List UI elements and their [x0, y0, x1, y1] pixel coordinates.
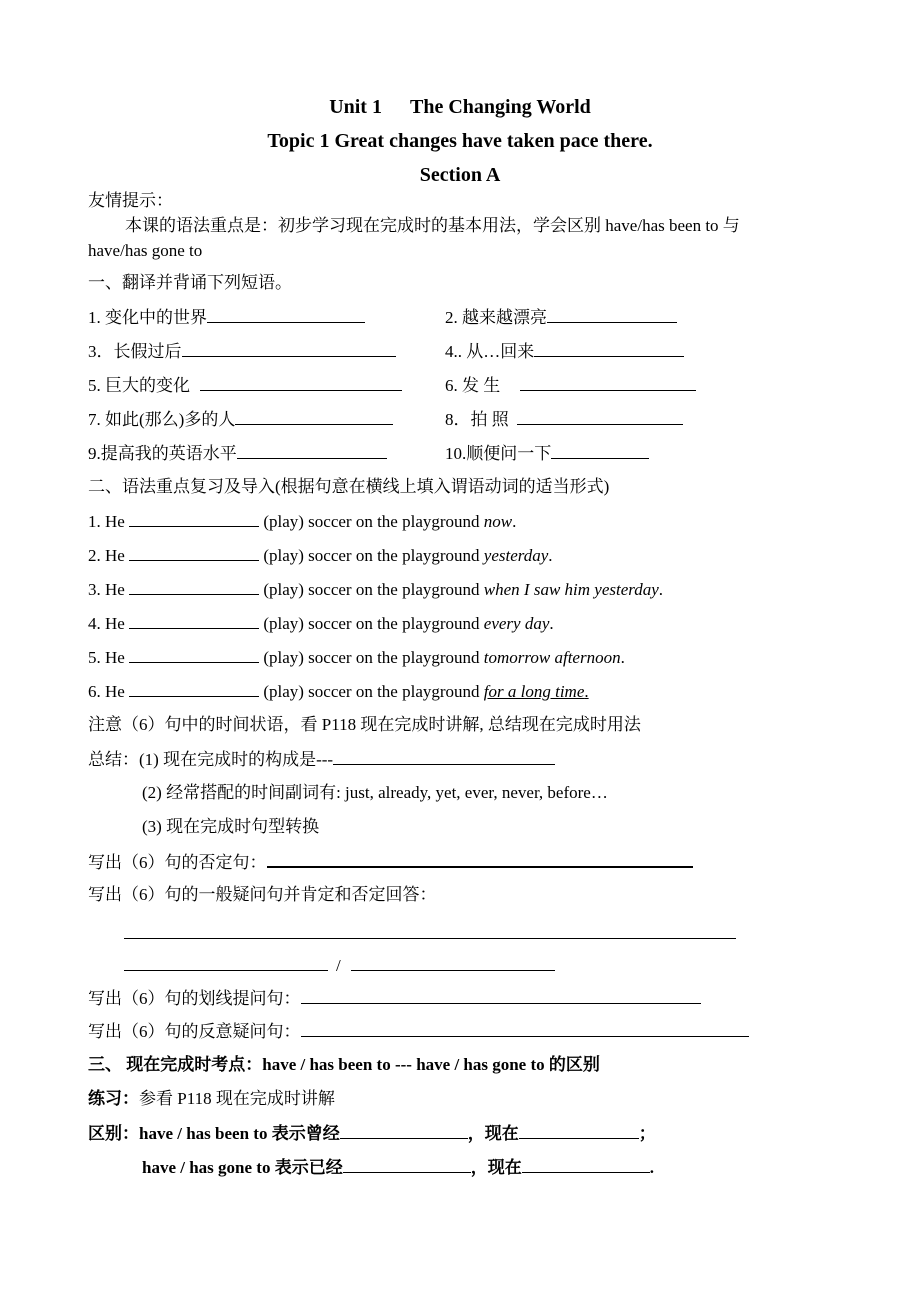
grammar-item: 3. He (play) soccer on the playground when I saw him yesterday. [88, 580, 664, 599]
underlined-question: 写出（6）句的划线提问句： [88, 987, 701, 1010]
difference-line-2: have / has gone to 表示已经 ，现在 . [142, 1158, 654, 1177]
difference-line-1: 区别：have / has been to 表示曾经 ，现在 ； [88, 1124, 656, 1143]
grammar-item: 5. He (play) soccer on the playground tomorrow afternoon. [88, 648, 625, 667]
answer-blank[interactable] [267, 850, 693, 868]
answer-blank[interactable] [343, 1156, 471, 1173]
answer-blank[interactable] [129, 578, 259, 595]
answer-blank[interactable] [129, 612, 259, 629]
answer-blank[interactable] [129, 510, 259, 527]
answer-blank[interactable] [207, 306, 365, 323]
tip-text-line1: 本课的语法重点是：初步学习现在完成时的基本用法，学会区别 have/has been to 与 [125, 216, 740, 235]
answer-blank[interactable] [182, 340, 396, 357]
answer-blank[interactable] [522, 1156, 650, 1173]
answer-blank[interactable] [235, 408, 393, 425]
tag-question: 写出（6）句的反意疑问句： [88, 1020, 749, 1043]
phrase-item: 5. 巨大的变化 [88, 374, 402, 397]
answer-blank[interactable] [129, 544, 259, 561]
phrase-item: 4.. 从…回来 [445, 340, 684, 363]
question-answer-line [124, 922, 736, 945]
grammar-item: 6. He (play) soccer on the playground for a long time. [88, 682, 589, 701]
section-title: Section A [419, 164, 501, 186]
answer-blank[interactable] [551, 442, 649, 459]
summary-2: (2) 经常搭配的时间副词有: just, already, yet, ever, never, before… [142, 783, 608, 802]
answer-blank[interactable] [301, 1020, 749, 1037]
phrase-item: 6. 发 生 [445, 374, 696, 397]
general-question: 写出（6）句的一般疑问句并肯定和否定回答： [88, 885, 437, 904]
answer-blank[interactable] [340, 1122, 468, 1139]
part2-heading: 二、语法重点复习及导入(根据句意在横线上填入谓语动词的适当形式) [88, 477, 610, 496]
answer-line: / [124, 954, 555, 977]
answer-blank[interactable] [200, 374, 402, 391]
phrase-item: 3．长假过后 [88, 340, 396, 363]
phrase-item: 8．拍 照 [445, 408, 683, 431]
answer-blank[interactable] [351, 954, 555, 971]
practice-line: 练习：参看 P118 现在完成时讲解 [88, 1089, 335, 1108]
part3-heading: 三、 现在完成时考点：have / has been to --- have / has gone to 的区别 [88, 1055, 600, 1074]
grammar-item: 4. He (play) soccer on the playground every day. [88, 614, 554, 633]
grammar-item: 2. He (play) soccer on the playground yesterday. [88, 546, 553, 565]
answer-blank[interactable] [124, 954, 328, 971]
answer-blank[interactable] [520, 374, 696, 391]
unit-heading [0, 96, 920, 118]
phrase-item: 1. 变化中的世界 [88, 306, 365, 329]
answer-blank[interactable] [124, 922, 736, 939]
answer-blank[interactable] [301, 987, 701, 1004]
negative-sentence: 写出（6）句的否定句： [88, 850, 693, 874]
answer-blank[interactable] [129, 680, 259, 697]
summary-1: 总结：(1) 现在完成时的构成是--- [88, 748, 555, 771]
part1-heading: 一、翻译并背诵下列短语。 [88, 273, 292, 292]
unit-number: Unit 1 [329, 96, 382, 118]
phrase-item: 2. 越来越漂亮 [445, 306, 677, 329]
phrase-item: 10.顺便问一下 [445, 442, 649, 465]
grammar-item: 1. He (play) soccer on the playground now. [88, 512, 517, 531]
answer-blank[interactable] [547, 306, 677, 323]
summary-3: (3) 现在完成时句型转换 [142, 817, 320, 836]
answer-blank[interactable] [129, 646, 259, 663]
answer-blank[interactable] [237, 442, 387, 459]
answer-blank[interactable] [333, 748, 555, 765]
tip-text-line2: have/has gone to [88, 241, 203, 260]
tip-label: 友情提示： [88, 191, 173, 210]
answer-blank[interactable] [517, 408, 683, 425]
note: 注意（6）句中的时间状语，看 P118 现在完成时讲解, 总结现在完成时用法 [88, 715, 641, 734]
answer-blank[interactable] [534, 340, 684, 357]
phrase-item: 9.提高我的英语水平 [88, 442, 387, 465]
answer-blank[interactable] [519, 1122, 639, 1139]
time-phrase: for a long time [483, 682, 585, 701]
phrase-item: 7. 如此(那么)多的人 [88, 408, 393, 431]
unit-title: The Changing World [409, 96, 591, 118]
topic-title: Topic 1 Great changes have taken pace there. [267, 130, 653, 152]
